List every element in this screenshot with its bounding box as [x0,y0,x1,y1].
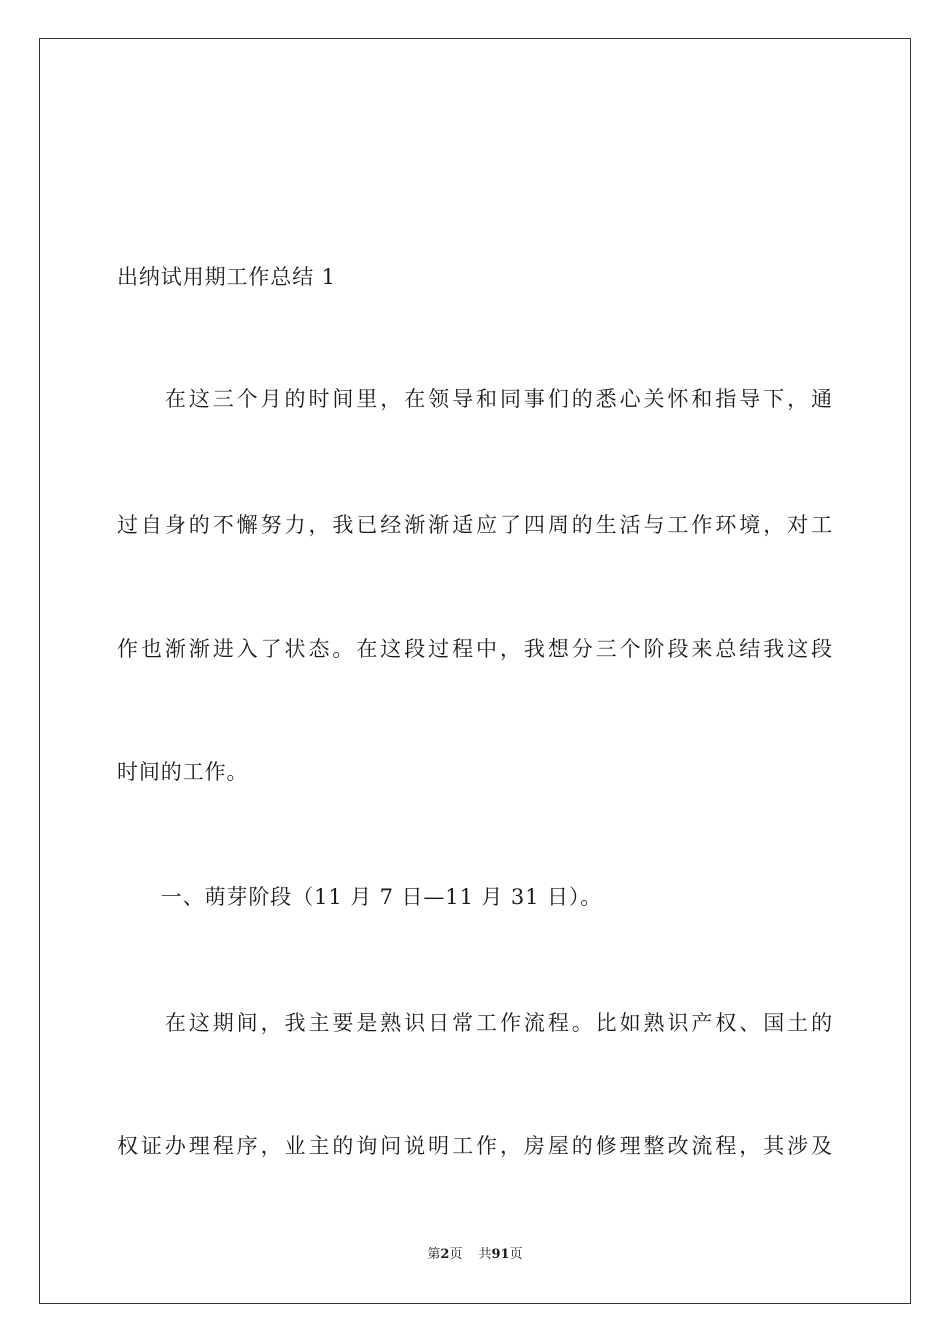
page-suffix: 页 [449,1247,463,1262]
paragraph-line-3: 作也渐渐进入了状态。在这段过程中，我想分三个阶段来总结我这段 [117,637,833,661]
page-prefix: 第 [427,1247,441,1262]
paragraph-line-5: 在这期间，我主要是熟识日常工作流程。比如熟识产权、国土的 [117,1011,833,1035]
paragraph-line-4: 时间的工作。 [117,760,249,784]
current-page: 2 [440,1247,450,1262]
page-border [39,38,911,1304]
paragraph-line-6: 权证办理程序，业主的询问说明工作，房屋的修理整改流程，其涉及 [117,1134,833,1158]
section-heading: 一、萌芽阶段（11 月 7 日—11 月 31 日）。 [117,885,603,909]
paragraph-line-2: 过自身的不懈努力，我已经渐渐适应了四周的生活与工作环境，对工 [117,513,833,537]
page-footer [0,1246,950,1264]
total-prefix: 共 [478,1247,492,1262]
document-title: 出纳试用期工作总结 1 [117,265,336,289]
total-suffix: 页 [509,1247,523,1262]
paragraph-line-1: 在这三个月的时间里，在领导和同事们的悉心关怀和指导下，通 [117,387,833,411]
total-count: 91 [491,1247,510,1262]
page-number [427,1246,462,1264]
total-pages [478,1246,522,1264]
